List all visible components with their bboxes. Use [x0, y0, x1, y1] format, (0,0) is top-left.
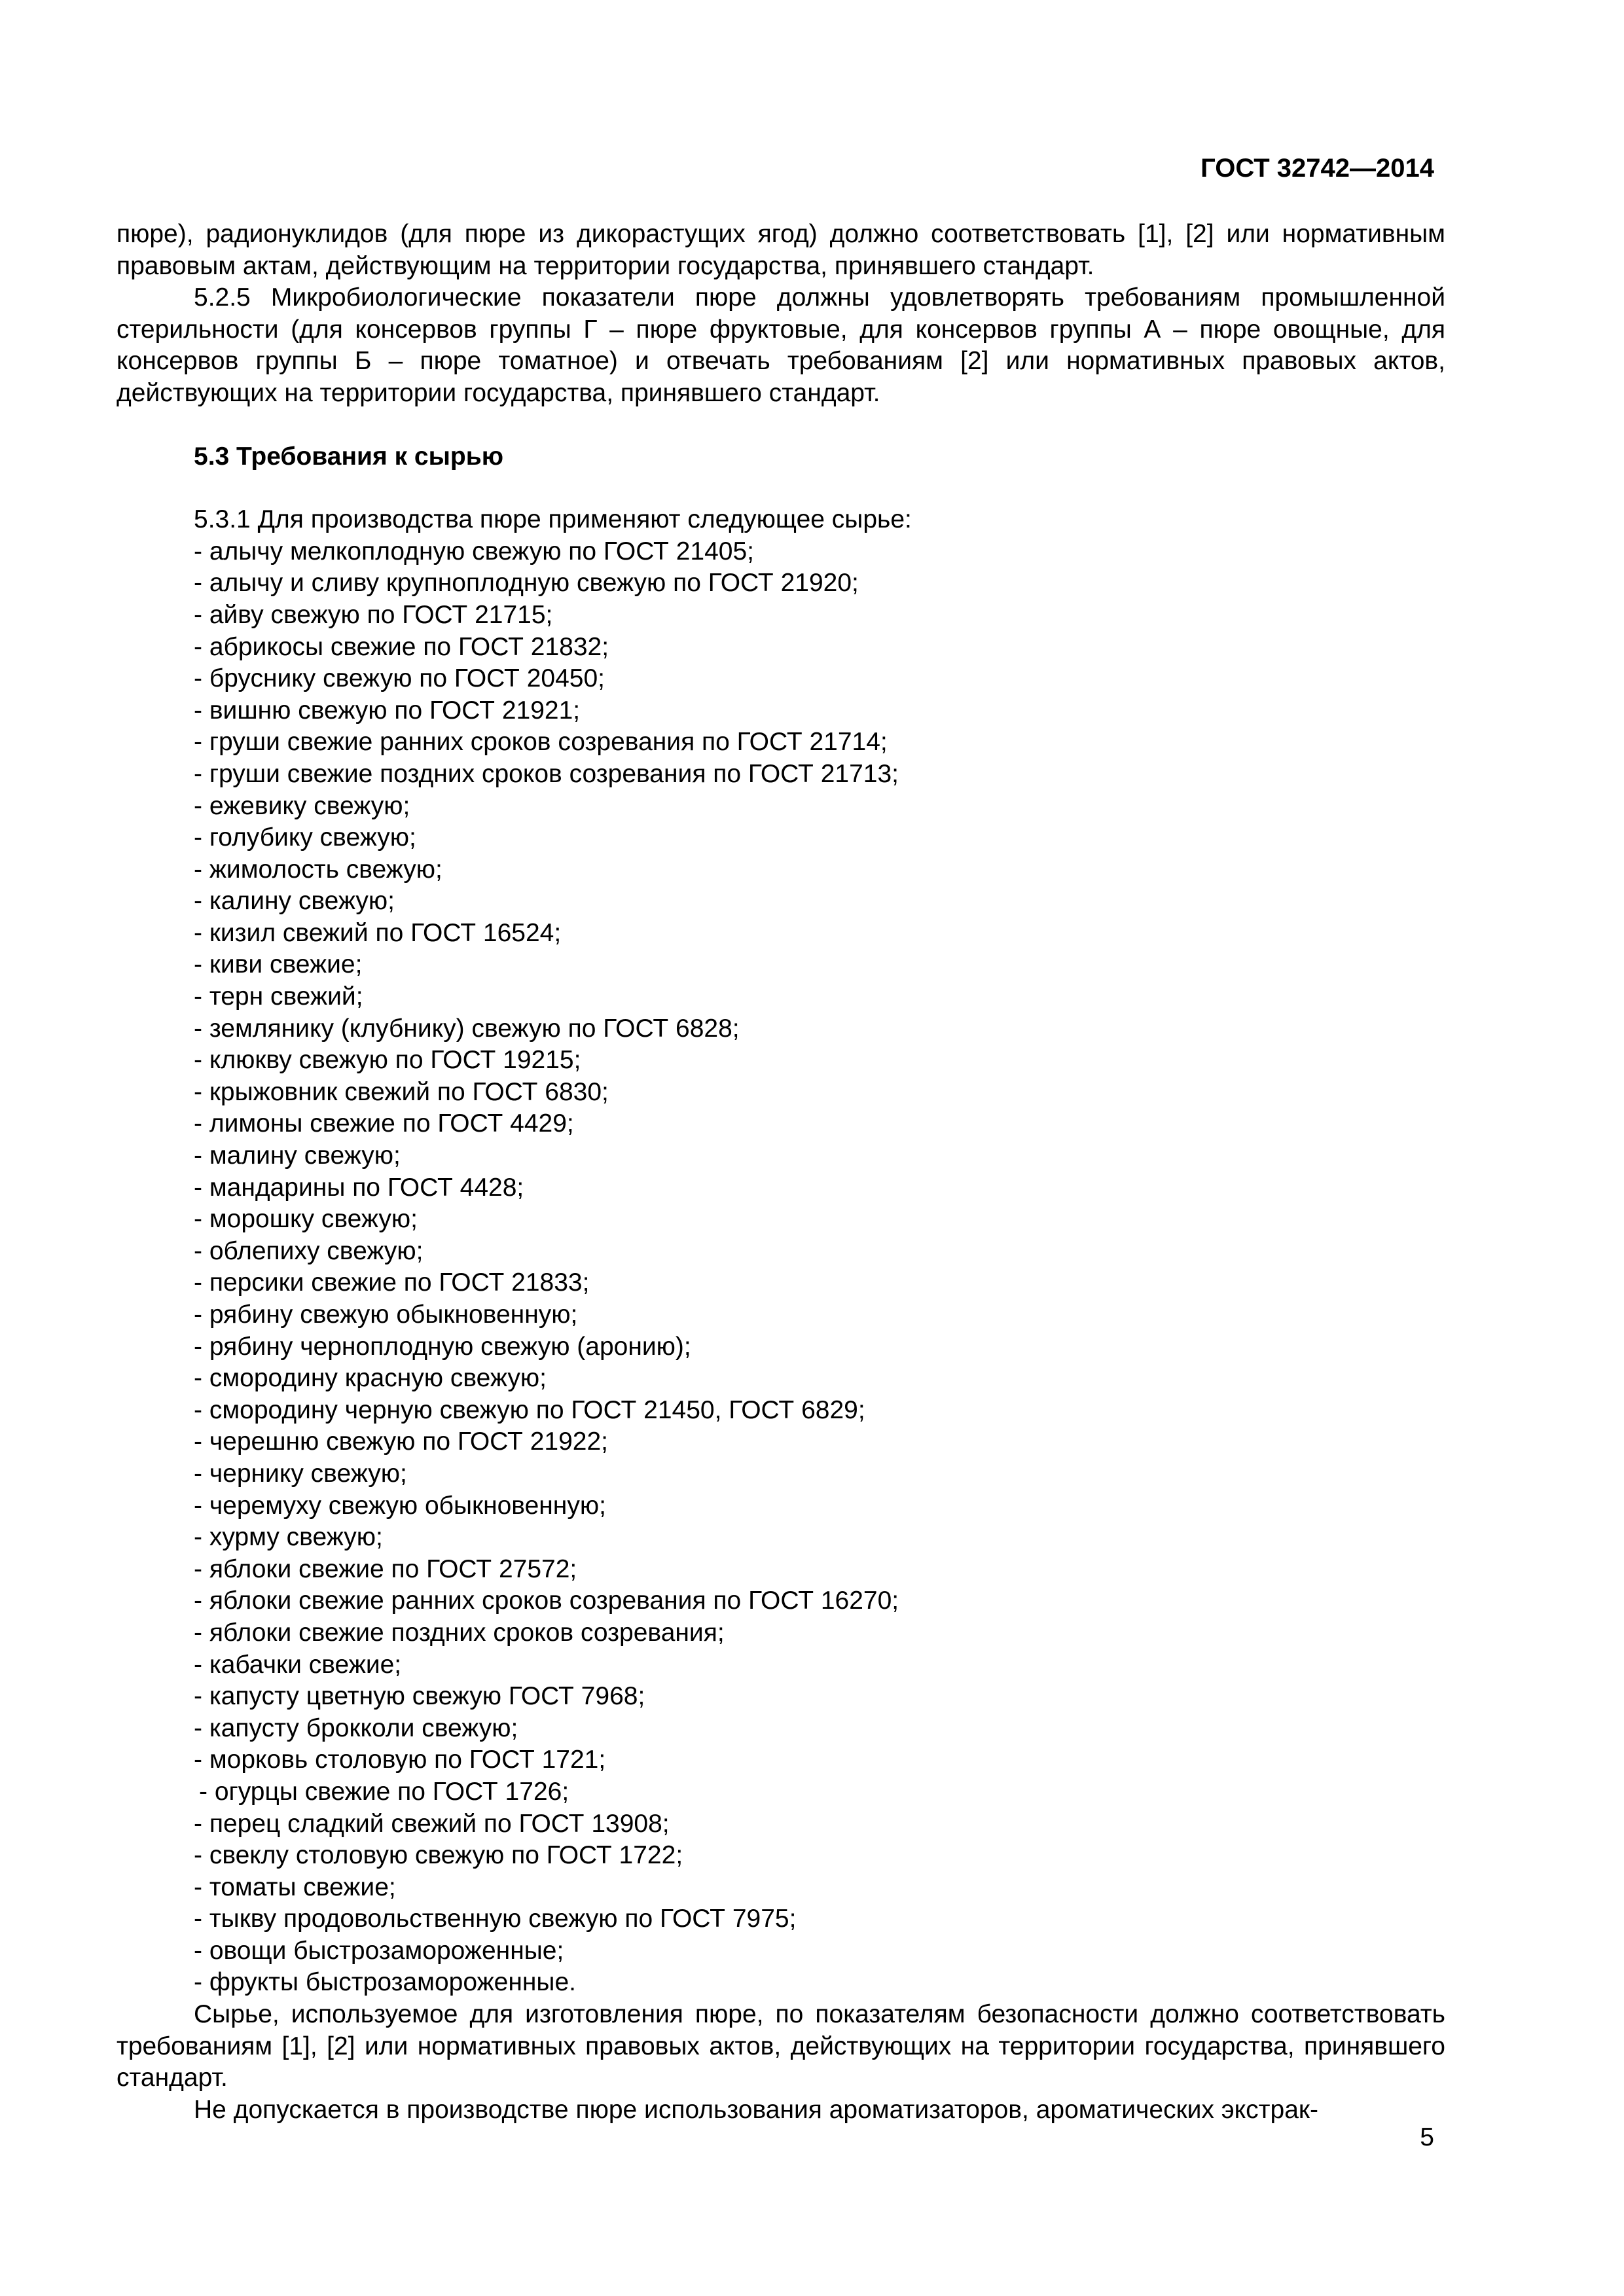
list-item: - айву свежую по ГОСТ 21715;	[194, 600, 553, 629]
list-item: - киви свежие;	[194, 950, 363, 979]
list-item: - тыкву продовольственную свежую по ГОСТ 7975;	[194, 1905, 797, 1933]
list-item: - ежевику свежую;	[194, 791, 410, 820]
safety-paragraph: Сырье, используемое для изготовления пюре, по показателям безопасности должно соответствовать требованиям [1], [2] или нормативных правовых актов, действующих на территории государства, принявшего стандарт.	[117, 2000, 1445, 2092]
list-item: - алычу мелкоплодную свежую по ГОСТ 21405;	[194, 537, 755, 565]
list-item: - голубику свежую;	[194, 823, 416, 852]
list-item: - персики свежие по ГОСТ 21833;	[194, 1268, 590, 1297]
list-item: - яблоки свежие ранних сроков созревания по ГОСТ 16270;	[194, 1587, 899, 1615]
page-content	[117, 219, 1445, 2126]
page-number: 5	[1420, 2123, 1434, 2151]
list-item: - яблоки свежие по ГОСТ 27572;	[194, 1554, 577, 1583]
list-item: - землянику (клубнику) свежую по ГОСТ 6828;	[194, 1014, 740, 1043]
list-item: - хурму свежую;	[194, 1523, 383, 1552]
list-item: - овощи быстрозамороженные;	[194, 1936, 564, 1965]
list-item: - вишню свежую по ГОСТ 21921;	[194, 696, 581, 725]
clause-5-3-1-intro: 5.3.1 Для производства пюре применяют следующее сырье:	[194, 505, 912, 534]
list-item: - кабачки свежие;	[194, 1650, 402, 1679]
list-item: - огурцы свежие по ГОСТ 1726;	[199, 1777, 569, 1806]
list-item: - черешню свежую по ГОСТ 21922;	[194, 1427, 608, 1456]
list-item: - фрукты быстрозамороженные.	[194, 1968, 576, 1997]
section-heading: 5.3 Требования к сырью	[194, 442, 504, 471]
list-item: - облепиху свежую;	[194, 1236, 424, 1265]
list-item: - абрикосы свежие по ГОСТ 21832;	[194, 632, 609, 661]
list-item: - свеклу столовую свежую по ГОСТ 1722;	[194, 1841, 683, 1870]
list-item: - кизил свежий по ГОСТ 16524;	[194, 918, 562, 947]
list-item: - крыжовник свежий по ГОСТ 6830;	[194, 1077, 609, 1106]
list-item: - яблоки свежие поздних сроков созревания;	[194, 1618, 725, 1647]
raw-materials-list	[117, 536, 1445, 1999]
list-item: - капусту брокколи свежую;	[194, 1713, 518, 1742]
list-item: - томаты свежие;	[194, 1873, 396, 1901]
list-item: - морошку свежую;	[194, 1205, 418, 1234]
document-header: ГОСТ 32742—2014	[1200, 154, 1434, 183]
list-item: - клюкву свежую по ГОСТ 19215;	[194, 1046, 581, 1075]
list-item: - терн свежий;	[194, 982, 363, 1011]
list-item: - рябину черноплодную свежую (аронию);	[194, 1332, 691, 1361]
list-item: - рябину свежую обыкновенную;	[194, 1300, 578, 1329]
list-item: - черемуху свежую обыкновенную;	[194, 1491, 606, 1520]
list-item: - груши свежие поздних сроков созревания по ГОСТ 21713;	[194, 759, 899, 788]
list-item: - калину свежую;	[194, 887, 395, 916]
list-item: - малину свежую;	[194, 1141, 401, 1170]
continuation-paragraph: пюре), радионуклидов (для пюре из дикорастущих ягод) должно соответствовать [1], [2] или нормативным правовым актам, действующим на территории государства, принявшего стандарт.	[117, 220, 1445, 280]
list-item: - смородину черную свежую по ГОСТ 21450, ГОСТ 6829;	[194, 1395, 865, 1424]
list-item: - груши свежие ранних сроков созревания по ГОСТ 21714;	[194, 728, 888, 757]
list-item: - бруснику свежую по ГОСТ 20450;	[194, 664, 605, 693]
restriction-paragraph: Не допускается в производстве пюре использования ароматизаторов, ароматических экстрак-	[194, 2095, 1318, 2124]
clause-5-2-5-paragraph: 5.2.5 Микробиологические показатели пюре должны удовлетворять требованиям промышленной стерильности (для консервов группы Г – пюре фруктовые, для консервов группы А – пюре овощные, для консервов группы Б – пюре томатное) и отвечать требованиям [2] или нормативных правовых актов, действующих на территории государства, принявшего стандарт.	[117, 283, 1445, 407]
list-item: - капусту цветную свежую ГОСТ 7968;	[194, 1682, 645, 1711]
list-item: - алычу и сливу крупноплодную свежую по ГОСТ 21920;	[194, 569, 859, 598]
list-item: - лимоны свежие по ГОСТ 4429;	[194, 1109, 574, 1138]
list-item: - мандарины по ГОСТ 4428;	[194, 1173, 524, 1202]
list-item: - смородину красную свежую;	[194, 1364, 547, 1393]
list-item: - чернику свежую;	[194, 1459, 407, 1488]
list-item: - жимолость свежую;	[194, 855, 442, 884]
list-item: - морковь столовую по ГОСТ 1721;	[194, 1746, 606, 1774]
list-item: - перец сладкий свежий по ГОСТ 13908;	[194, 1809, 670, 1838]
